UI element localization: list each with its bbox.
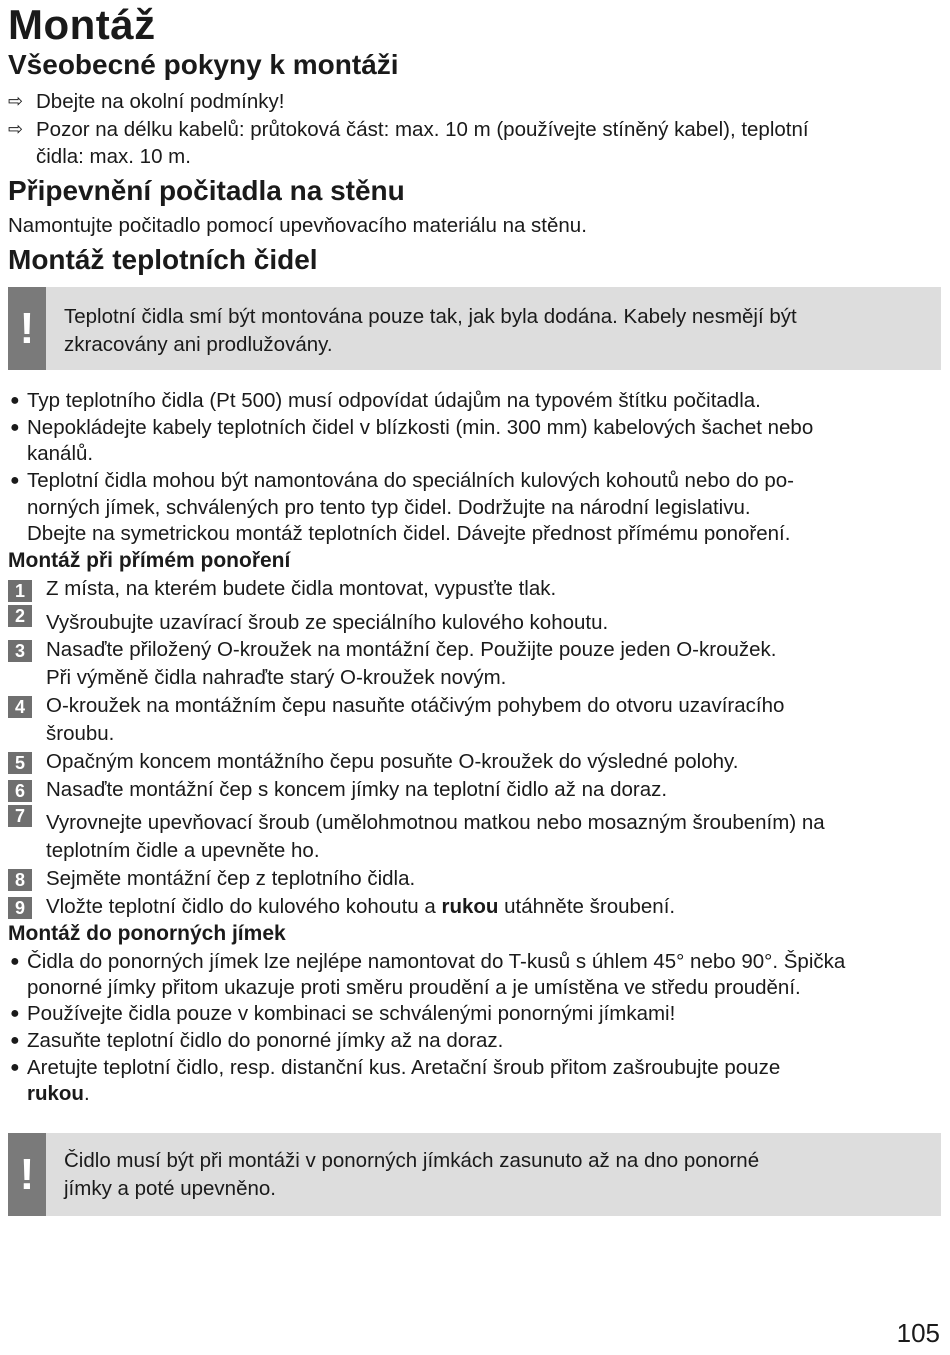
- step-2-text: Vyšroubujte uzavírací šroub ze speciálního kulového kohoutu.: [46, 611, 609, 634]
- step-number: 4: [8, 696, 32, 718]
- step-3-text-cont: Při výměně čidla nahraďte starý O-kroužek novým.: [46, 666, 507, 689]
- heading-direct: Montáž při přímém ponoření: [8, 549, 291, 572]
- emphasis-rukou: rukou: [441, 895, 499, 918]
- wells-bullet-4: Aretujte teplotní čidlo, resp. distanční kus. Aretační šroub přitom zašroubujte pouze: [27, 1056, 781, 1079]
- warning-text-1: Teplotní čidla smí být montována pouze tak, jak byla dodána. Kabely nesmějí být: [64, 305, 797, 328]
- bullet-icon: ●: [10, 1032, 20, 1049]
- warning-box-sensors: [8, 287, 941, 370]
- step-5-text: Opačným koncem montážního čepu posuňte O-kroužek do výsledné polohy.: [46, 750, 739, 773]
- step-number: 8: [8, 869, 32, 891]
- step-number: 3: [8, 640, 32, 662]
- sensor-bullet-2-cont: kanálů.: [27, 442, 94, 465]
- step-number: 5: [8, 752, 32, 774]
- wells-bullet-1-cont: ponorné jímky přitom ukazuje proti směru proudění a je umístěna ve středu proudění.: [27, 976, 801, 999]
- wells-bullet-3: Zasuňte teplotní čidlo do ponorné jímky až na doraz.: [27, 1029, 504, 1052]
- general-item-2: Pozor na délku kabelů: průtoková část: max. 10 m (používejte stíněný kabel), teplotní: [36, 118, 809, 141]
- step-6-text: Nasaďte montážní čep s koncem jímky na teplotní čidlo až na doraz.: [46, 778, 668, 801]
- wells-bullet-4-cont: rukou.: [27, 1082, 90, 1105]
- step-4-text-cont: šroubu.: [46, 722, 115, 745]
- step-number: 1: [8, 580, 32, 602]
- bullet-icon: ●: [10, 472, 20, 489]
- step-1-text: Z místa, na kterém budete čidla montovat, vypusťte tlak.: [46, 577, 557, 600]
- sensor-bullet-3-cont2: Dbejte na symetrickou montáž teplotních čidel. Dávejte přednost přímému ponoření.: [27, 522, 791, 545]
- sensor-bullet-3: Teplotní čidla mohou být namontována do speciálních kulových kohoutů nebo do po-: [27, 469, 794, 492]
- emphasis-rukou: rukou: [27, 1082, 84, 1105]
- step-7-text: Vyrovnejte upevňovací šroub (umělohmotnou matkou nebo mosazným šroubením) na: [46, 811, 825, 834]
- page-number: 105: [896, 1318, 940, 1348]
- bullet-icon: ●: [10, 419, 20, 436]
- wall-text: Namontujte počitadlo pomocí upevňovacího materiálu na stěnu.: [8, 214, 587, 237]
- arrow-icon: ⇨: [8, 91, 24, 111]
- page-title: Montáž: [8, 1, 156, 48]
- wells-bullet-2: Používejte čidla pouze v kombinaci se schválenými ponornými jímkami!: [27, 1002, 676, 1025]
- sensor-bullet-3-cont: norných jímek, schválených pro tento typ čidel. Dodržujte na národní legislativu.: [27, 496, 751, 519]
- step-number: 9: [8, 897, 32, 919]
- arrow-icon: ⇨: [8, 119, 24, 139]
- step-7-text-cont: teplotním čidle a upevněte ho.: [46, 839, 320, 862]
- step-number: 6: [8, 780, 32, 802]
- heading-general: Všeobecné pokyny k montáži: [8, 49, 399, 80]
- step-number: 2: [8, 605, 32, 627]
- bullet-icon: ●: [10, 1059, 20, 1076]
- warning-text-2: jímky a poté upevněno.: [64, 1177, 276, 1200]
- warning-text-2: zkracovány ani prodlužovány.: [64, 333, 333, 356]
- warning-box-wells: [8, 1133, 941, 1216]
- wells-bullet-1: Čidla do ponorných jímek lze nejlépe namontovat do T-kusů s úhlem 45° nebo 90°. Špička: [27, 950, 846, 973]
- heading-sensors: Montáž teplotních čidel: [8, 244, 318, 275]
- bullet-icon: ●: [10, 1005, 20, 1022]
- general-item-2-cont: čidla: max. 10 m.: [36, 145, 191, 168]
- heading-wall: Připevnění počitadla na stěnu: [8, 175, 405, 206]
- heading-wells: Montáž do ponorných jímek: [8, 922, 286, 945]
- step-number: 7: [8, 805, 32, 827]
- warning-icon: !: [8, 287, 46, 370]
- step-4-text: O-kroužek na montážním čepu nasuňte otáčivým pohybem do otvoru uzavíracího: [46, 694, 785, 717]
- general-item-1: Dbejte na okolní podmínky!: [36, 90, 285, 113]
- sensor-bullet-2: Nepokládejte kabely teplotních čidel v blízkosti (min. 300 mm) kabelových šachet nebo: [27, 416, 814, 439]
- step-9-text: Vložte teplotní čidlo do kulového kohoutu a rukou utáhněte šroubení.: [46, 895, 676, 918]
- step-3-text: Nasaďte přiložený O-kroužek na montážní čep. Použijte pouze jeden O-kroužek.: [46, 638, 777, 661]
- bullet-icon: ●: [10, 392, 20, 409]
- sensor-bullet-1: Typ teplotního čidla (Pt 500) musí odpovídat údajům na typovém štítku počitadla.: [27, 389, 761, 412]
- step-8-text: Sejměte montážní čep z teplotního čidla.: [46, 867, 416, 890]
- warning-icon: !: [8, 1133, 46, 1216]
- warning-text-1: Čidlo musí být při montáži v ponorných jímkách zasunuto až na dno ponorné: [64, 1149, 760, 1172]
- bullet-icon: ●: [10, 953, 20, 970]
